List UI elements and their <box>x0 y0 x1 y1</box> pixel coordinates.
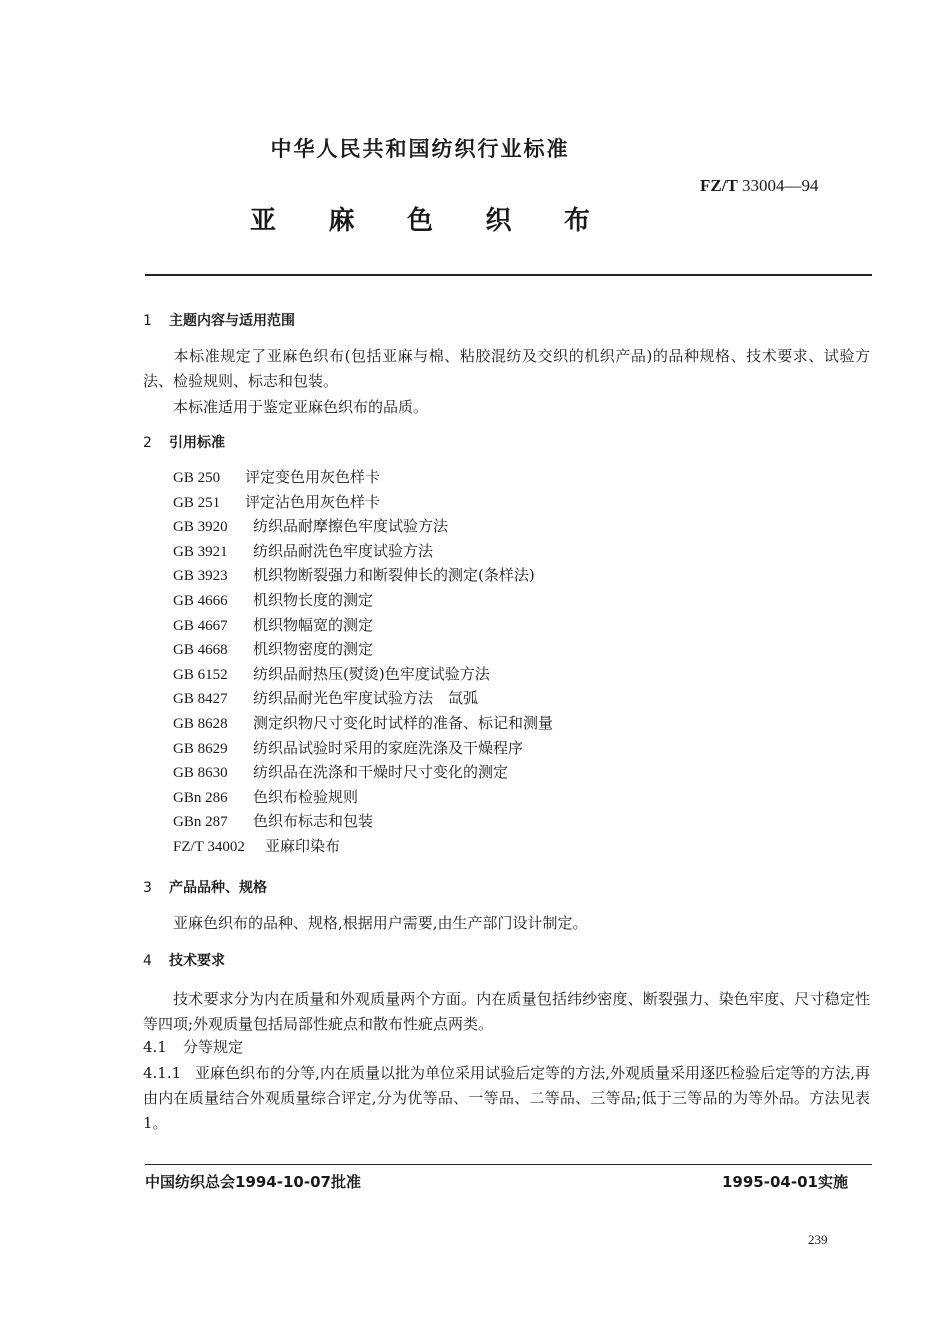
reference-item <box>173 637 553 662</box>
reference-code: GB 4667 <box>173 617 228 634</box>
reference-code: GB 8629 <box>173 740 228 757</box>
reference-title: 评定沾色用灰色样卡 <box>245 492 381 511</box>
effective-date-line: 1995-04-01实施 <box>722 1173 848 1191</box>
paragraph-text: 本标准适用于鉴定亚麻色织布的品质。 <box>173 398 429 416</box>
reference-code: GB 251 <box>173 494 221 511</box>
reference-item <box>173 490 553 515</box>
reference-code: GBn 287 <box>173 814 228 831</box>
footer-divider <box>145 1164 872 1165</box>
reference-code: GB 3921 <box>173 543 228 560</box>
reference-title: 机织物断裂强力和断裂伸长的测定(条样法) <box>253 566 535 585</box>
reference-item <box>173 588 553 613</box>
section-1-paragraph-1 <box>143 344 870 394</box>
subsection-title: 分等规定 <box>183 1038 244 1056</box>
paragraph-text: 亚麻色织布的品种、规格,根据用户需要,由生产部门设计制定。 <box>173 914 588 932</box>
document-title-char: 麻 <box>328 206 355 236</box>
document-title-char: 亚 <box>250 206 277 236</box>
page-number: 239 <box>808 1232 828 1247</box>
reference-code: GB 4668 <box>173 642 228 659</box>
standard-category-title: 中华人民共和国纺织行业标准 <box>270 137 570 161</box>
reference-title: 测定织物尺寸变化时试样的准备、标记和测量 <box>253 713 554 732</box>
section-4-heading <box>143 950 225 970</box>
reference-code: GB 6152 <box>173 666 228 683</box>
section-title: 产品品种、规格 <box>169 880 267 896</box>
reference-title: 亚麻印染布 <box>265 836 341 855</box>
reference-title: 机织物长度的测定 <box>253 590 374 609</box>
reference-item <box>173 514 553 539</box>
clause-4-1-1 <box>143 1061 870 1136</box>
section-2-heading <box>143 432 225 452</box>
reference-code: GB 8630 <box>173 765 228 782</box>
paragraph-text: 技术要求分为内在质量和外观质量两个方面。内在质量包括纬纱密度、断裂强力、染色牢度、尺寸稳定性等四项;外观质量包括局部性疵点和散布性疵点两类。 <box>143 990 870 1033</box>
reference-title: 纺织品试验时采用的家庭洗涤及干燥程序 <box>253 738 524 757</box>
reference-list <box>173 465 553 859</box>
clause-number: 4.1.1 <box>143 1064 182 1082</box>
document-title-char: 织 <box>485 206 512 236</box>
section-number: 3 <box>143 880 152 896</box>
reference-title: 纺织品耐热压(熨烫)色牢度试验方法 <box>253 664 490 683</box>
reference-item <box>173 760 553 785</box>
reference-item <box>173 539 553 564</box>
section-title: 技术要求 <box>169 953 225 969</box>
reference-item <box>173 736 553 761</box>
document-title-char: 色 <box>406 206 433 236</box>
reference-title: 纺织品耐光色牢度试验方法 氙弧 <box>253 689 479 708</box>
reference-title: 评定变色用灰色样卡 <box>245 468 381 486</box>
reference-item <box>173 711 553 736</box>
reference-item <box>173 834 553 859</box>
reference-item <box>173 662 553 687</box>
section-3-paragraph-1 <box>143 911 870 936</box>
document-title-char: 布 <box>563 206 590 236</box>
reference-code: GB 3920 <box>173 519 228 536</box>
section-number: 4 <box>143 953 152 969</box>
section-title: 引用标准 <box>169 435 225 451</box>
reference-item <box>173 465 553 490</box>
reference-code: GB 250 <box>173 470 221 486</box>
header-divider <box>145 274 872 276</box>
reference-title: 纺织品耐洗色牢度试验方法 <box>253 541 434 560</box>
document-title <box>250 200 590 237</box>
reference-item <box>173 785 553 810</box>
reference-code: GB 3923 <box>173 568 228 585</box>
section-number: 2 <box>143 435 152 451</box>
reference-item <box>173 809 553 834</box>
section-1-heading <box>143 310 295 330</box>
section-title: 主题内容与适用范围 <box>169 313 295 329</box>
subsection-4-1-heading <box>143 1035 870 1060</box>
reference-item <box>173 563 553 588</box>
standard-code-number: 33004—94 <box>742 176 819 195</box>
approval-line: 中国纺织总会1994-10-07批准 <box>145 1173 361 1191</box>
subsection-number: 4.1 <box>143 1038 167 1056</box>
reference-code: GB 8427 <box>173 691 228 708</box>
reference-code: GB 8628 <box>173 715 228 732</box>
reference-code: GBn 286 <box>173 789 228 806</box>
section-1-paragraph-2 <box>143 395 870 420</box>
section-number: 1 <box>143 313 152 329</box>
reference-title: 机织物幅宽的测定 <box>253 615 374 634</box>
reference-code: FZ/T 34002 <box>173 838 245 855</box>
section-4-paragraph-1 <box>143 987 870 1037</box>
reference-item <box>173 686 553 711</box>
standard-code <box>700 176 819 196</box>
reference-title: 机织物密度的测定 <box>253 640 374 659</box>
clause-text: 亚麻色织布的分等,内在质量以批为单位采用试验后定等的方法,外观质量采用逐匹检验后定等的方法,再由内在质量结合外观质量综合评定,分为优等品、一等品、二等品、三等品;低于三等品的为等外品。方法见表1。 <box>143 1064 870 1132</box>
reference-title: 色织布检验规则 <box>253 787 359 806</box>
reference-title: 纺织品在洗涤和干燥时尺寸变化的测定 <box>253 763 509 782</box>
reference-item <box>173 613 553 638</box>
paragraph-text: 本标准规定了亚麻色织布(包括亚麻与棉、粘胶混纺及交织的机织产品)的品种规格、技术要求、试验方法、检验规则、标志和包装。 <box>143 347 870 390</box>
standard-code-prefix: FZ/T <box>700 176 738 195</box>
section-3-heading <box>143 877 267 897</box>
reference-code: GB 4666 <box>173 592 228 609</box>
reference-title: 纺织品耐摩擦色牢度试验方法 <box>253 517 449 536</box>
reference-title: 色织布标志和包装 <box>253 812 374 831</box>
